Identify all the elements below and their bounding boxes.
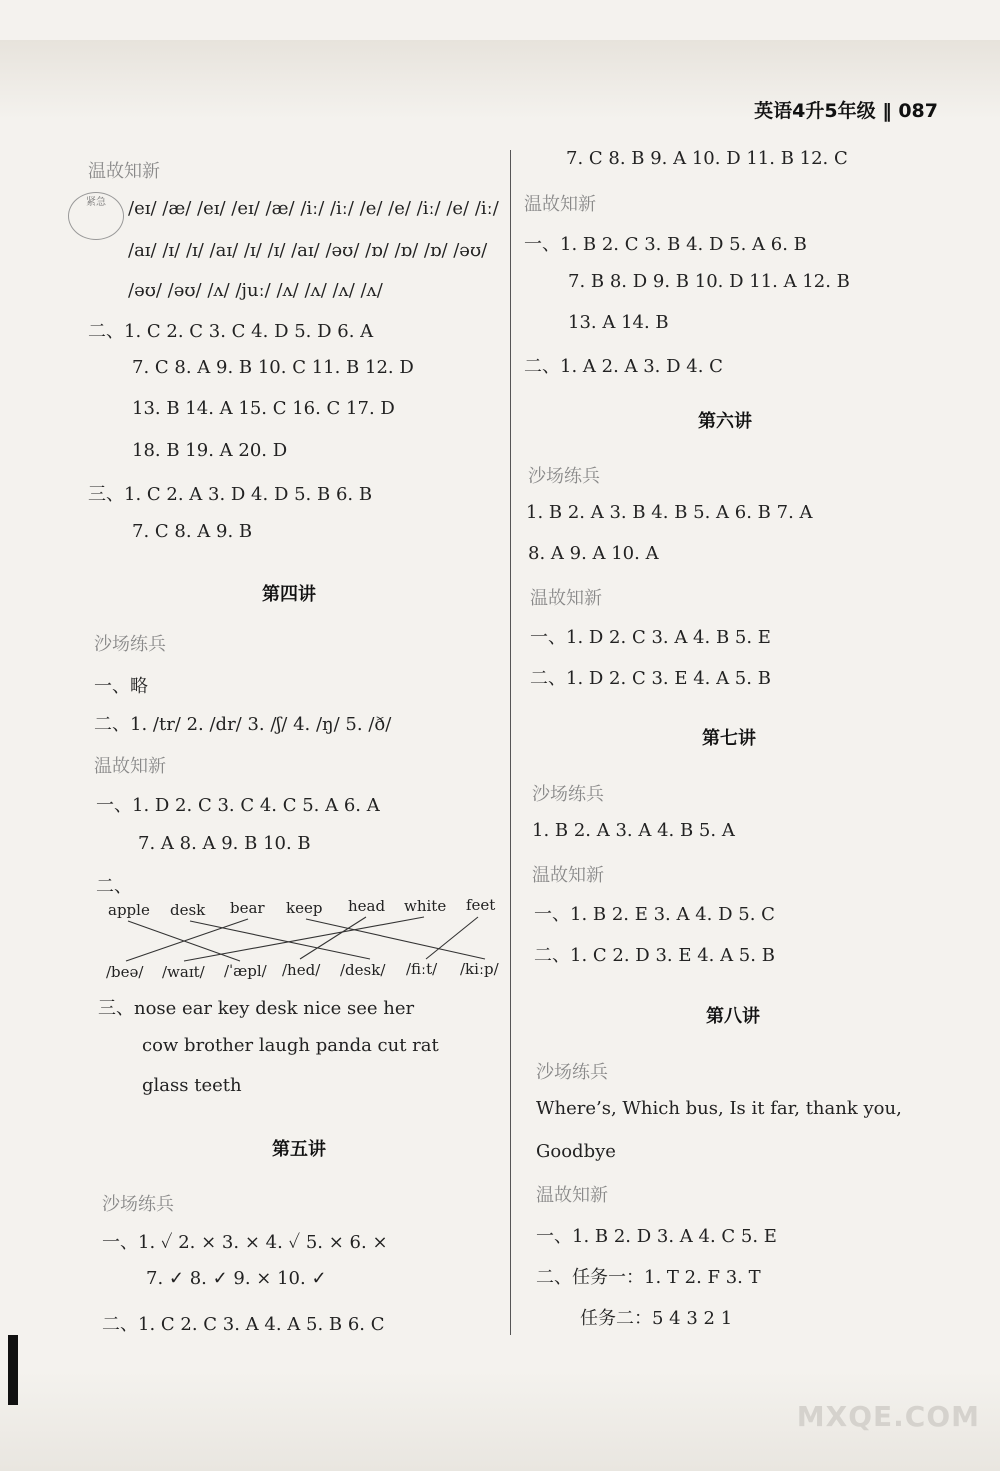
- answer-line: 7. C 8. B 9. A 10. D 11. B 12. C: [566, 148, 848, 169]
- match-phonetic: /ˈæpl/: [224, 962, 267, 980]
- match-phonetic: /beə/: [106, 963, 144, 981]
- answer-line: 一、1. D 2. C 3. C 4. C 5. A 6. A: [96, 795, 380, 816]
- match-line: [126, 919, 248, 961]
- answer-line: 二、1. D 2. C 3. E 4. A 5. B: [530, 668, 771, 689]
- match-phonetic: /waɪt/: [162, 963, 205, 981]
- answer-line: 1. B 2. A 3. B 4. B 5. A 6. B 7. A: [526, 502, 813, 523]
- page-header: 英语4升5年级 ‖ 087: [754, 100, 938, 122]
- match-line: [306, 919, 485, 959]
- match-phonetic: /desk/: [340, 961, 386, 979]
- answer-line: 二、1. C 2. D 3. E 4. A 5. B: [534, 945, 775, 966]
- watermark: MXQE.COM: [796, 1400, 980, 1433]
- lecture-title: 第六讲: [698, 411, 752, 432]
- match-phonetic: /kiːp/: [460, 960, 499, 978]
- match-word: head: [348, 897, 386, 915]
- section-label: 温故知新: [536, 1185, 608, 1206]
- answer-line: 任务二：5 4 3 2 1: [580, 1308, 733, 1329]
- answer-line: 二、任务一：1. T 2. F 3. T: [536, 1267, 761, 1288]
- answer-line: 二、1. /tr/ 2. /dr/ 3. /ʃ/ 4. /ŋ/ 5. /ð/: [94, 714, 392, 735]
- match-line: [426, 917, 478, 959]
- stamp-icon: 紧急: [68, 192, 124, 240]
- lecture-title: 第四讲: [262, 584, 316, 605]
- match-word: bear: [230, 899, 265, 917]
- answer-line: 7. C 8. A 9. B: [132, 521, 253, 542]
- answer-line: cow brother laugh panda cut rat: [142, 1035, 439, 1056]
- matching-diagram: [100, 895, 510, 985]
- answer-line: Where’s, Which bus, Is it far, thank you,: [536, 1098, 902, 1119]
- answer-line: 7. B 8. D 9. B 10. D 11. A 12. B: [568, 271, 850, 292]
- column-divider: [510, 150, 511, 1335]
- lecture-title: 第七讲: [702, 728, 756, 749]
- answer-line: 二、1. C 2. C 3. C 4. D 5. D 6. A: [88, 321, 374, 342]
- answer-line: 1. B 2. A 3. A 4. B 5. A: [532, 820, 735, 841]
- edge-mark: [8, 1335, 18, 1405]
- answer-line: 一、1. B 2. D 3. A 4. C 5. E: [536, 1226, 777, 1247]
- section-label: 温故知新: [532, 865, 604, 886]
- section-label: 温故知新: [530, 588, 602, 609]
- answer-line: 一、1. D 2. C 3. A 4. B 5. E: [530, 627, 771, 648]
- answer-line: 13. A 14. B: [568, 312, 669, 333]
- section-label: 温故知新: [88, 161, 160, 182]
- answer-line: glass teeth: [142, 1075, 242, 1096]
- answer-line: Goodbye: [536, 1141, 616, 1162]
- answer-line: 二、: [96, 876, 132, 897]
- answer-line: 7. A 8. A 9. B 10. B: [138, 833, 311, 854]
- answer-line: /eɪ/ /æ/ /eɪ/ /eɪ/ /æ/ /iː/ /iː/ /e/ /e/ /iː/ /e/ /iː/: [128, 198, 499, 219]
- match-word: feet: [466, 896, 496, 914]
- answer-line: 一、1. B 2. C 3. B 4. D 5. A 6. B: [524, 234, 807, 255]
- section-label: 温故知新: [524, 194, 596, 215]
- match-phonetic: /fiːt/: [406, 960, 438, 978]
- match-word: keep: [286, 899, 323, 917]
- answer-line: 13. B 14. A 15. C 16. C 17. D: [132, 398, 395, 419]
- answer-line: 7. C 8. A 9. B 10. C 11. B 12. D: [132, 357, 414, 378]
- answer-line: 二、1. A 2. A 3. D 4. C: [524, 356, 723, 377]
- answer-line: 一、略: [94, 676, 148, 697]
- section-label: 沙场练兵: [532, 784, 604, 805]
- match-word: apple: [108, 901, 150, 919]
- answer-line: 三、nose ear key desk nice see her: [98, 998, 415, 1019]
- match-line: [184, 917, 424, 961]
- answer-line: 8. A 9. A 10. A: [528, 543, 659, 564]
- section-label: 沙场练兵: [102, 1194, 174, 1215]
- lecture-title: 第五讲: [272, 1139, 326, 1160]
- section-label: 沙场练兵: [94, 634, 166, 655]
- answer-line: 一、1. ✓ 2. × 3. × 4. ✓ 5. × 6. ×: [102, 1232, 388, 1253]
- answer-line: /əʊ/ /əʊ/ /ʌ/ /juː/ /ʌ/ /ʌ/ /ʌ/ /ʌ/: [128, 280, 383, 301]
- match-word: desk: [170, 901, 206, 919]
- answer-line: 三、1. C 2. A 3. D 4. D 5. B 6. B: [88, 484, 373, 505]
- section-label: 沙场练兵: [528, 466, 600, 487]
- match-phonetic: /hed/: [282, 961, 321, 979]
- answer-line: 一、1. B 2. E 3. A 4. D 5. C: [534, 904, 775, 925]
- section-label: 沙场练兵: [536, 1062, 608, 1083]
- section-label: 温故知新: [94, 756, 166, 777]
- lecture-title: 第八讲: [706, 1006, 760, 1027]
- answer-line: 18. B 19. A 20. D: [132, 440, 288, 461]
- answer-line: /aɪ/ /ɪ/ /ɪ/ /aɪ/ /ɪ/ /ɪ/ /aɪ/ /əʊ/ /ɒ/ /ɒ/ /ɒ/ /əʊ/: [128, 240, 488, 261]
- answer-line: 二、1. C 2. C 3. A 4. A 5. B 6. C: [102, 1314, 385, 1335]
- match-word: white: [404, 897, 447, 915]
- answer-line: 7. ✓ 8. ✓ 9. × 10. ✓: [146, 1268, 327, 1289]
